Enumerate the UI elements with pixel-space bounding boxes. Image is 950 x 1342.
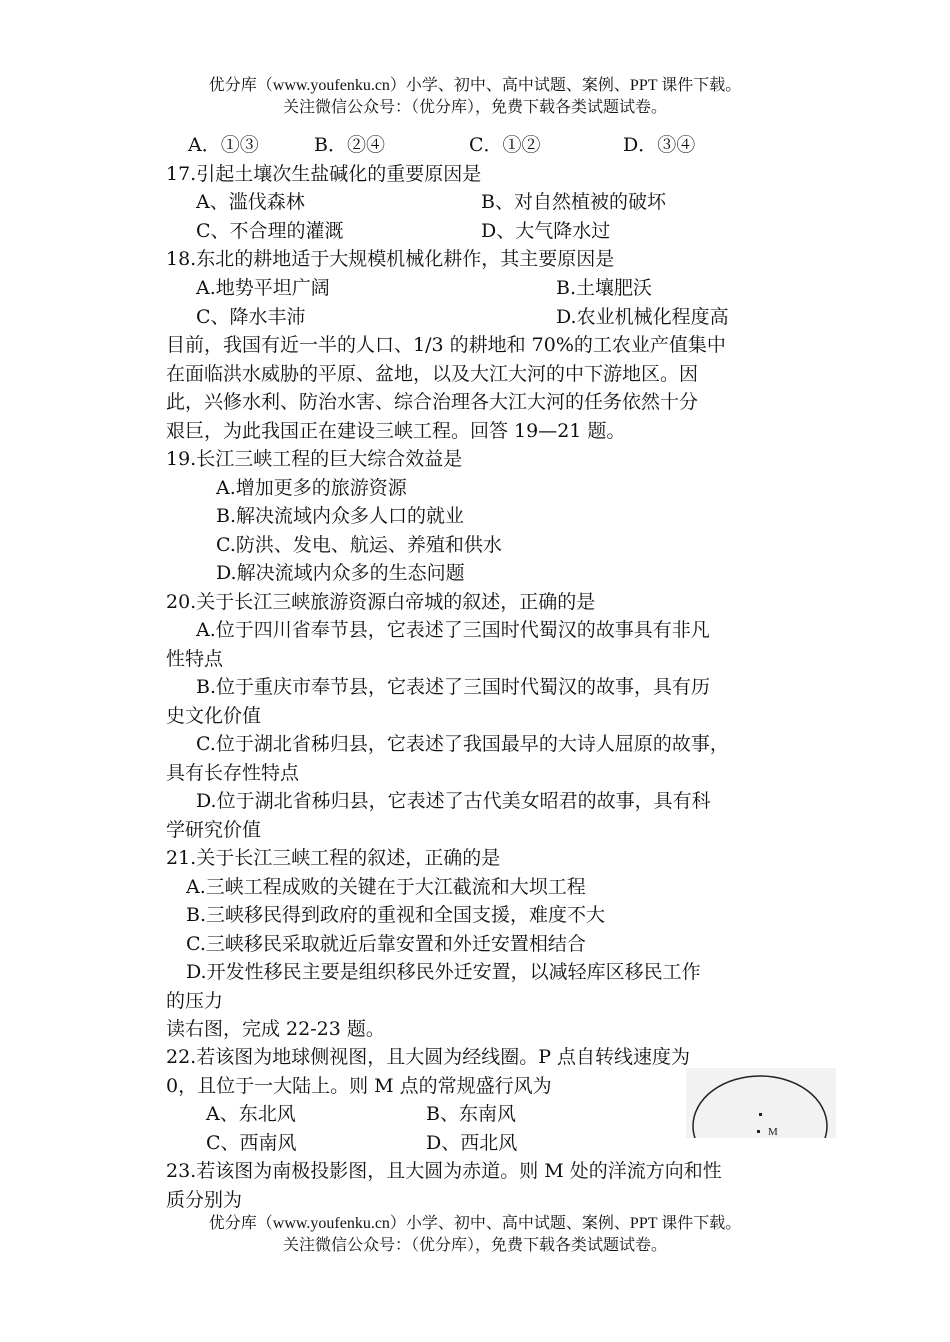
passage-line: 在面临洪水威胁的平原、盆地，以及大江大河的中下游地区。因 [166,363,699,385]
q20-option-c-cont: 具有长存性特点 [166,762,300,784]
q19-option-c: C.防洪、发电、航运、养殖和供水 [216,534,502,556]
circle-figure [686,1068,836,1138]
q17-stem: 17.引起土壤次生盐碱化的重要原因是 [166,163,482,185]
q18-stem: 18.东北的耕地适于大规模机械化耕作，其主要原因是 [166,248,615,270]
q19-option-a: A.增加更多的旅游资源 [216,477,407,499]
great-circle [693,1076,827,1138]
q17-option-c: C、不合理的灌溉 [196,220,344,242]
q19-option-b: B.解决流域内众多人口的就业 [216,505,465,527]
watermark-footer-line1: 优分库（www.youfenku.cn）小学、初中、高中试题、案例、PPT 课件下载。 [208,1215,742,1232]
watermark-header-line1: 优分库（www.youfenku.cn）小学、初中、高中试题、案例、PPT 课件下载。 [208,77,742,94]
q20-option-d-cont: 学研究价值 [166,819,262,841]
q21-option-a: A.三峡工程成败的关键在于大江截流和大坝工程 [186,876,586,898]
q18-option-a: A.地势平坦广阔 [196,277,330,299]
q21-option-d: D.开发性移民主要是组织移民外迁安置，以减轻库区移民工作 [186,961,701,983]
q20-option-d: D.位于湖北省秭归县，它表述了古代美女昭君的故事，具有科 [196,790,711,812]
point-m [757,1130,760,1133]
q20-option-a-cont: 性特点 [166,648,224,670]
point-p [759,1113,762,1116]
q21-option-d-cont: 的压力 [166,990,224,1012]
q20-option-b: B.位于重庆市奉节县，它表述了三国时代蜀汉的故事，具有历 [196,676,711,698]
q17-option-a: A、滥伐森林 [196,191,305,213]
q23-stem-cont: 质分别为 [166,1189,243,1211]
q23-stem: 23.若该图为南极投影图，且大圆为赤道。则 M 处的洋流方向和性 [166,1160,722,1182]
passage-line: 此，兴修水利、防治水害、综合治理各大江大河的任务依然十分 [166,391,699,413]
q20-option-b-cont: 史文化价值 [166,705,262,727]
q20-option-a: A.位于四川省奉节县，它表述了三国时代蜀汉的故事具有非凡 [196,619,710,641]
q16-option-d: D．③④ [623,134,696,156]
q21-option-c: C.三峡移民采取就近后靠安置和外迁安置相结合 [186,933,586,955]
q22-stem-cont: 0，且位于一大陆上。则 M 点的常规盛行风为 [166,1075,552,1097]
q22-stem: 22.若该图为地球侧视图，且大圆为经线圈。P 点自转线速度为 [166,1046,691,1068]
q18-option-c: C、降水丰沛 [196,306,306,328]
q20-option-c: C.位于湖北省秭归县，它表述了我国最早的大诗人屈原的故事， [196,733,729,755]
q22-option-b: B、东南风 [426,1103,516,1125]
q17-option-d: D、大气降水过 [481,220,611,242]
q22-option-a: A、东北风 [206,1103,296,1125]
q17-option-b: B、对自然植被的破坏 [481,191,666,213]
figure-instruction: 读右图，完成 22-23 题。 [166,1018,385,1040]
circle-diagram [686,1068,836,1138]
q22-option-d: D、西北风 [426,1132,518,1154]
q19-option-d: D.解决流域内众多的生态问题 [216,562,465,584]
passage-line: 目前，我国有近一半的人口、1/3 的耕地和 70%的工农业产值集中 [166,334,726,356]
q16-option-b: B．②④ [314,134,385,156]
q21-option-b: B.三峡移民得到政府的重视和全国支援，难度不大 [186,904,606,926]
q16-option-c: C．①② [469,134,541,156]
watermark-header-line2: 关注微信公众号：（优分库），免费下载各类试题试卷。 [282,99,667,116]
q19-stem: 19.长江三峡工程的巨大综合效益是 [166,448,463,470]
q18-option-b: B.土壤肥沃 [556,277,653,299]
watermark-footer-line2: 关注微信公众号：（优分库），免费下载各类试题试卷。 [282,1237,667,1254]
q16-option-a: A．①③ [188,134,259,156]
q21-stem: 21.关于长江三峡工程的叙述，正确的是 [166,847,501,869]
q22-option-c: C、西南风 [206,1132,297,1154]
q20-stem: 20.关于长江三峡旅游资源白帝城的叙述，正确的是 [166,591,596,613]
passage-line: 艰巨，为此我国正在建设三峡工程。回答 19—21 题。 [166,420,626,442]
q18-option-d: D.农业机械化程度高 [556,306,729,328]
m-label: M [768,1126,778,1138]
